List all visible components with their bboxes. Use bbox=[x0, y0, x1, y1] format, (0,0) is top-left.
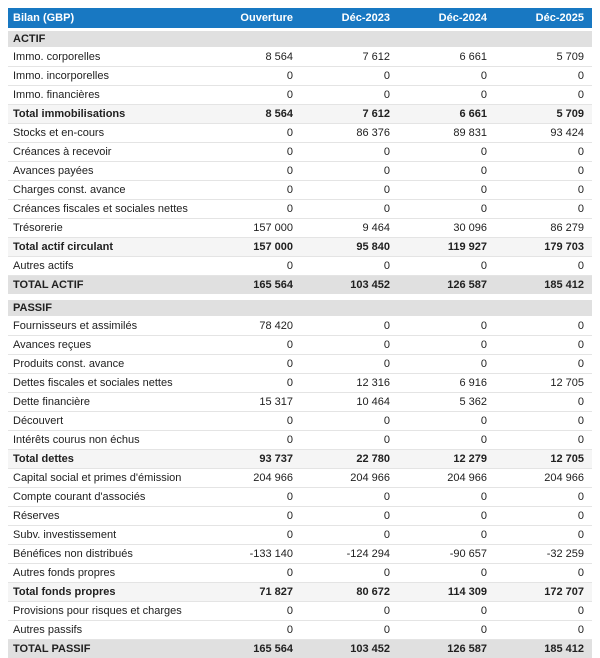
cell-value-dec-2024: 6 916 bbox=[398, 374, 495, 393]
cell-value-dec-2023: 0 bbox=[301, 86, 398, 105]
table-row-avances-payees bbox=[8, 162, 592, 181]
cell-value-dec-2023: 0 bbox=[301, 431, 398, 450]
cell-value-ouverture: 0 bbox=[204, 355, 301, 374]
table-header-row bbox=[8, 8, 592, 30]
row-label: Dette financière bbox=[8, 393, 204, 412]
row-label: Immo. incorporelles bbox=[8, 67, 204, 86]
row-label: Total fonds propres bbox=[8, 583, 204, 602]
table-row-creances-fiscales-et-sociales-nettes bbox=[8, 200, 592, 219]
table-row-total-actif bbox=[8, 276, 592, 295]
cell-value-dec-2024: 0 bbox=[398, 181, 495, 200]
cell-value-dec-2024: 0 bbox=[398, 336, 495, 355]
cell-value-dec-2023: 0 bbox=[301, 336, 398, 355]
cell-value-dec-2023: 9 464 bbox=[301, 219, 398, 238]
table-row-immo-financieres bbox=[8, 86, 592, 105]
cell-value-dec-2024: 0 bbox=[398, 602, 495, 621]
cell-value-ouverture: 0 bbox=[204, 431, 301, 450]
row-label: Avances reçues bbox=[8, 336, 204, 355]
table-row-provisions-pour-risques-et-charges bbox=[8, 602, 592, 621]
table-row-avances-recues bbox=[8, 336, 592, 355]
table-row-dettes-fiscales-et-sociales-nettes bbox=[8, 374, 592, 393]
row-label: Bénéfices non distribués bbox=[8, 545, 204, 564]
row-label: Découvert bbox=[8, 412, 204, 431]
row-label: Immo. corporelles bbox=[8, 48, 204, 67]
cell-value-dec-2024: 0 bbox=[398, 412, 495, 431]
cell-value-dec-2024: 0 bbox=[398, 257, 495, 276]
cell-value-dec-2025: 12 705 bbox=[495, 374, 592, 393]
cell-value-dec-2024: 0 bbox=[398, 621, 495, 640]
row-label: Produits const. avance bbox=[8, 355, 204, 374]
cell-value-dec-2025: 179 703 bbox=[495, 238, 592, 257]
table-row-subv-investissement bbox=[8, 526, 592, 545]
table-row-immo-corporelles bbox=[8, 48, 592, 67]
cell-value-dec-2023: 10 464 bbox=[301, 393, 398, 412]
cell-value-ouverture: 0 bbox=[204, 602, 301, 621]
balance-sheet-body bbox=[8, 30, 592, 658]
cell-value-ouverture: 204 966 bbox=[204, 469, 301, 488]
cell-value-dec-2023: 0 bbox=[301, 488, 398, 507]
cell-value-dec-2025: 0 bbox=[495, 602, 592, 621]
cell-value-dec-2025: 185 412 bbox=[495, 640, 592, 658]
section-title: ACTIF bbox=[8, 30, 592, 48]
cell-value-dec-2023: 0 bbox=[301, 355, 398, 374]
cell-value-ouverture: 93 737 bbox=[204, 450, 301, 469]
cell-value-dec-2025: 0 bbox=[495, 317, 592, 336]
table-row-interets-courus-non-echus bbox=[8, 431, 592, 450]
cell-value-dec-2025: 0 bbox=[495, 200, 592, 219]
table-row-immo-incorporelles bbox=[8, 67, 592, 86]
cell-value-dec-2024: 6 661 bbox=[398, 105, 495, 124]
cell-value-dec-2023: 86 376 bbox=[301, 124, 398, 143]
table-row-creances-a-recevoir bbox=[8, 143, 592, 162]
cell-value-dec-2025: 0 bbox=[495, 67, 592, 86]
cell-value-ouverture: 0 bbox=[204, 412, 301, 431]
cell-value-dec-2024: 0 bbox=[398, 200, 495, 219]
row-label: Immo. financières bbox=[8, 86, 204, 105]
row-label: Autres fonds propres bbox=[8, 564, 204, 583]
row-label: Compte courant d'associés bbox=[8, 488, 204, 507]
cell-value-dec-2025: 0 bbox=[495, 393, 592, 412]
cell-value-dec-2025: 5 709 bbox=[495, 105, 592, 124]
cell-value-ouverture: 0 bbox=[204, 336, 301, 355]
cell-value-dec-2025: 0 bbox=[495, 621, 592, 640]
cell-value-dec-2024: 0 bbox=[398, 162, 495, 181]
cell-value-dec-2025: 204 966 bbox=[495, 469, 592, 488]
cell-value-dec-2023: 0 bbox=[301, 181, 398, 200]
cell-value-ouverture: 0 bbox=[204, 621, 301, 640]
row-label: Dettes fiscales et sociales nettes bbox=[8, 374, 204, 393]
cell-value-dec-2023: 0 bbox=[301, 67, 398, 86]
cell-value-dec-2024: 0 bbox=[398, 317, 495, 336]
cell-value-dec-2023: 7 612 bbox=[301, 105, 398, 124]
cell-value-ouverture: 0 bbox=[204, 124, 301, 143]
section-header-actif bbox=[8, 30, 592, 48]
cell-value-dec-2023: 0 bbox=[301, 621, 398, 640]
table-row-total-passif bbox=[8, 640, 592, 658]
cell-value-dec-2024: 0 bbox=[398, 507, 495, 526]
cell-value-dec-2024: 0 bbox=[398, 431, 495, 450]
row-label: TOTAL ACTIF bbox=[8, 276, 204, 295]
cell-value-dec-2025: 0 bbox=[495, 181, 592, 200]
table-row-benefices-non-distribues bbox=[8, 545, 592, 564]
cell-value-ouverture: 78 420 bbox=[204, 317, 301, 336]
cell-value-dec-2025: 0 bbox=[495, 507, 592, 526]
cell-value-dec-2024: 6 661 bbox=[398, 48, 495, 67]
cell-value-dec-2025: 86 279 bbox=[495, 219, 592, 238]
cell-value-dec-2024: 0 bbox=[398, 86, 495, 105]
cell-value-dec-2024: 12 279 bbox=[398, 450, 495, 469]
cell-value-dec-2023: 22 780 bbox=[301, 450, 398, 469]
cell-value-dec-2025: 0 bbox=[495, 526, 592, 545]
balance-sheet-report bbox=[8, 8, 592, 658]
row-label: Autres passifs bbox=[8, 621, 204, 640]
table-row-total-immobilisations bbox=[8, 105, 592, 124]
cell-value-dec-2025: 185 412 bbox=[495, 276, 592, 295]
cell-value-dec-2025: 12 705 bbox=[495, 450, 592, 469]
cell-value-dec-2025: -32 259 bbox=[495, 545, 592, 564]
cell-value-dec-2023: 0 bbox=[301, 564, 398, 583]
row-label: Charges const. avance bbox=[8, 181, 204, 200]
table-row-decouvert bbox=[8, 412, 592, 431]
table-row-charges-const-avance bbox=[8, 181, 592, 200]
cell-value-dec-2024: 204 966 bbox=[398, 469, 495, 488]
cell-value-ouverture: 0 bbox=[204, 143, 301, 162]
cell-value-ouverture: 157 000 bbox=[204, 238, 301, 257]
row-label: Total actif circulant bbox=[8, 238, 204, 257]
cell-value-ouverture: 0 bbox=[204, 67, 301, 86]
cell-value-dec-2023: 0 bbox=[301, 412, 398, 431]
cell-value-dec-2024: -90 657 bbox=[398, 545, 495, 564]
table-row-stocks-et-en-cours bbox=[8, 124, 592, 143]
column-header-dec-2024: Déc-2024 bbox=[398, 8, 495, 30]
cell-value-dec-2023: -124 294 bbox=[301, 545, 398, 564]
row-label: Créances fiscales et sociales nettes bbox=[8, 200, 204, 219]
row-label: Trésorerie bbox=[8, 219, 204, 238]
cell-value-ouverture: 71 827 bbox=[204, 583, 301, 602]
table-row-total-fonds-propres bbox=[8, 583, 592, 602]
cell-value-ouverture: 0 bbox=[204, 86, 301, 105]
cell-value-dec-2023: 80 672 bbox=[301, 583, 398, 602]
table-row-produits-const-avance bbox=[8, 355, 592, 374]
cell-value-ouverture: 0 bbox=[204, 488, 301, 507]
cell-value-ouverture: 0 bbox=[204, 200, 301, 219]
table-row-total-dettes bbox=[8, 450, 592, 469]
cell-value-dec-2024: 119 927 bbox=[398, 238, 495, 257]
cell-value-dec-2024: 0 bbox=[398, 67, 495, 86]
cell-value-dec-2023: 204 966 bbox=[301, 469, 398, 488]
balance-sheet-table bbox=[8, 8, 592, 658]
cell-value-ouverture: 0 bbox=[204, 257, 301, 276]
cell-value-dec-2025: 0 bbox=[495, 488, 592, 507]
cell-value-dec-2023: 0 bbox=[301, 507, 398, 526]
row-label: Autres actifs bbox=[8, 257, 204, 276]
row-label: Stocks et en-cours bbox=[8, 124, 204, 143]
cell-value-dec-2024: 126 587 bbox=[398, 640, 495, 658]
cell-value-ouverture: 0 bbox=[204, 564, 301, 583]
cell-value-dec-2023: 0 bbox=[301, 526, 398, 545]
cell-value-dec-2024: 114 309 bbox=[398, 583, 495, 602]
table-row-autres-passifs bbox=[8, 621, 592, 640]
cell-value-ouverture: 157 000 bbox=[204, 219, 301, 238]
row-label: Total immobilisations bbox=[8, 105, 204, 124]
cell-value-dec-2023: 0 bbox=[301, 257, 398, 276]
cell-value-dec-2025: 0 bbox=[495, 431, 592, 450]
cell-value-dec-2024: 30 096 bbox=[398, 219, 495, 238]
cell-value-ouverture: -133 140 bbox=[204, 545, 301, 564]
cell-value-dec-2025: 93 424 bbox=[495, 124, 592, 143]
section-header-passif bbox=[8, 300, 592, 317]
cell-value-dec-2025: 0 bbox=[495, 143, 592, 162]
cell-value-dec-2024: 0 bbox=[398, 564, 495, 583]
column-header-dec-2025: Déc-2025 bbox=[495, 8, 592, 30]
cell-value-ouverture: 0 bbox=[204, 507, 301, 526]
cell-value-dec-2025: 0 bbox=[495, 257, 592, 276]
row-label: Capital social et primes d'émission bbox=[8, 469, 204, 488]
row-label: Fournisseurs et assimilés bbox=[8, 317, 204, 336]
cell-value-ouverture: 15 317 bbox=[204, 393, 301, 412]
row-label: Subv. investissement bbox=[8, 526, 204, 545]
cell-value-dec-2024: 0 bbox=[398, 488, 495, 507]
row-label: Total dettes bbox=[8, 450, 204, 469]
cell-value-dec-2024: 5 362 bbox=[398, 393, 495, 412]
column-header-bilan: Bilan (GBP) bbox=[8, 8, 204, 30]
cell-value-dec-2023: 0 bbox=[301, 200, 398, 219]
cell-value-ouverture: 8 564 bbox=[204, 105, 301, 124]
cell-value-dec-2025: 0 bbox=[495, 336, 592, 355]
cell-value-dec-2025: 5 709 bbox=[495, 48, 592, 67]
row-label: Provisions pour risques et charges bbox=[8, 602, 204, 621]
cell-value-dec-2023: 0 bbox=[301, 143, 398, 162]
cell-value-ouverture: 165 564 bbox=[204, 276, 301, 295]
cell-value-dec-2024: 0 bbox=[398, 143, 495, 162]
cell-value-dec-2023: 12 316 bbox=[301, 374, 398, 393]
cell-value-dec-2025: 172 707 bbox=[495, 583, 592, 602]
cell-value-dec-2024: 126 587 bbox=[398, 276, 495, 295]
cell-value-dec-2025: 0 bbox=[495, 564, 592, 583]
cell-value-ouverture: 8 564 bbox=[204, 48, 301, 67]
row-label: Réserves bbox=[8, 507, 204, 526]
cell-value-dec-2024: 0 bbox=[398, 526, 495, 545]
table-row-capital-social-et-primes-d-emission bbox=[8, 469, 592, 488]
cell-value-dec-2025: 0 bbox=[495, 162, 592, 181]
cell-value-dec-2023: 0 bbox=[301, 162, 398, 181]
table-row-tresorerie bbox=[8, 219, 592, 238]
section-title: PASSIF bbox=[8, 300, 592, 317]
cell-value-dec-2023: 95 840 bbox=[301, 238, 398, 257]
cell-value-dec-2025: 0 bbox=[495, 86, 592, 105]
table-row-autres-actifs bbox=[8, 257, 592, 276]
cell-value-ouverture: 0 bbox=[204, 526, 301, 545]
cell-value-dec-2023: 0 bbox=[301, 317, 398, 336]
column-header-ouverture: Ouverture bbox=[204, 8, 301, 30]
cell-value-dec-2025: 0 bbox=[495, 412, 592, 431]
column-header-dec-2023: Déc-2023 bbox=[301, 8, 398, 30]
row-label: TOTAL PASSIF bbox=[8, 640, 204, 658]
cell-value-dec-2023: 7 612 bbox=[301, 48, 398, 67]
cell-value-ouverture: 165 564 bbox=[204, 640, 301, 658]
cell-value-ouverture: 0 bbox=[204, 374, 301, 393]
cell-value-dec-2024: 89 831 bbox=[398, 124, 495, 143]
table-row-dette-financiere bbox=[8, 393, 592, 412]
cell-value-dec-2024: 0 bbox=[398, 355, 495, 374]
table-row-autres-fonds-propres bbox=[8, 564, 592, 583]
table-row-reserves bbox=[8, 507, 592, 526]
row-label: Intérêts courus non échus bbox=[8, 431, 204, 450]
cell-value-ouverture: 0 bbox=[204, 162, 301, 181]
row-label: Créances à recevoir bbox=[8, 143, 204, 162]
cell-value-ouverture: 0 bbox=[204, 181, 301, 200]
table-row-compte-courant-d-associes bbox=[8, 488, 592, 507]
cell-value-dec-2023: 103 452 bbox=[301, 640, 398, 658]
table-row-fournisseurs-et-assimiles bbox=[8, 317, 592, 336]
table-row-total-actif-circulant bbox=[8, 238, 592, 257]
cell-value-dec-2025: 0 bbox=[495, 355, 592, 374]
cell-value-dec-2023: 0 bbox=[301, 602, 398, 621]
row-label: Avances payées bbox=[8, 162, 204, 181]
cell-value-dec-2023: 103 452 bbox=[301, 276, 398, 295]
